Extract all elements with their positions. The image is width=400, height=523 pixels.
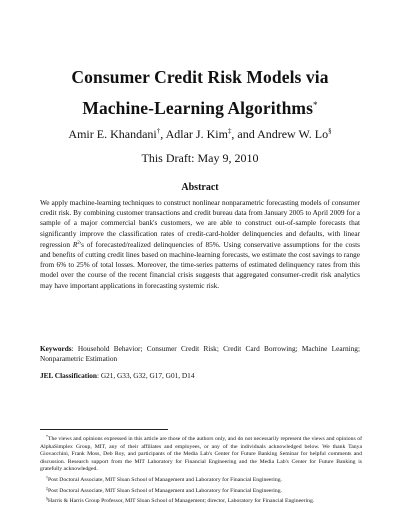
paper-title-line-2 xyxy=(40,94,360,119)
footnote-item xyxy=(40,474,362,485)
author-1: Amir E. Khandani xyxy=(68,127,157,141)
abstract-body xyxy=(40,198,360,291)
jel-classification xyxy=(40,371,360,381)
footnote-text: Harris & Harris Group Professor, MIT Sloan School of Management; director, Laboratory for Financial Engineering. xyxy=(48,498,315,505)
author-3: , and Andrew W. Lo xyxy=(231,127,329,141)
abstract-heading: Abstract xyxy=(181,182,219,193)
author-list xyxy=(20,127,380,142)
title-footnote-mark: * xyxy=(313,100,318,110)
footnote-mark: § xyxy=(46,496,48,502)
abstract-text-part-2: 's of forecasted/realized delinquencies of 85%. Using conservative assumptions for the costs and benefits of cutting credit lines based on machine-learning forecasts, we estimate the cost savings to range from 6% to 25% of total losses. Moreover, the time-series patterns of estimated delinquency rates from this model over the course of the recent financial crisis suggests that aggregated consumer-credit risk analytics may have important applications in forecasting systemic risk. xyxy=(40,239,360,290)
footnote-rule xyxy=(40,429,168,430)
author-2: , Adlar J. Kim xyxy=(160,127,228,141)
paper-title-line-1: Consumer Credit Risk Models via xyxy=(71,67,329,87)
keywords-text: : Household Behavior; Consumer Credit Risk; Credit Card Borrowing; Machine Learning; Nonparametric Estimation xyxy=(40,344,360,364)
keywords-paragraph xyxy=(40,344,360,364)
footnote-mark: * xyxy=(46,434,48,439)
author-3-mark: § xyxy=(328,127,332,135)
footnote-mark: ‡ xyxy=(46,485,48,491)
footnote-item xyxy=(40,433,362,474)
draft-date: This Draft: May 9, 2010 xyxy=(141,151,259,165)
author-1-mark: † xyxy=(156,127,161,135)
footnote-text: The views and opinions expressed in this article are those of the authors only, and do not necessarily represent the views and opinions of AlphaSimplex Group, MIT, any of their affiliates and employees, or any of the individuals acknowledged below. We thank Tanya Giovacchini, Frank Moss, Deb Roy, and participants of the Media Lab's Center for Future Banking Seminar for helpful comments and discussion. Research support from the MIT Laboratory for Financial Engineering and the Media Lab's Center for Future Banking is gratefully acknowledged. xyxy=(40,436,362,473)
footnote-item xyxy=(40,495,362,506)
abstract-text-part-1: We apply machine-learning techniques to construct nonlinear nonparametric forecasting models of consumer credit risk. By combining customer transactions and credit bureau data from January 2005 to April 2009 for a sample of a major commercial bank's customers, we are able to construct out-of-sample forecasts that significantly improve the classification rates of credit-card-holder delinquencies and defaults, with linear regression xyxy=(40,198,360,249)
jel-codes: : G21, G33, G32, G17, G01, D14 xyxy=(96,371,195,380)
jel-label: JEL Classification xyxy=(40,371,97,380)
footnote-text: Post Doctoral Associate, MIT Sloan School of Management and Laboratory for Financial Engineering. xyxy=(48,487,282,494)
r-squared-symbol: R xyxy=(72,239,78,249)
footnotes xyxy=(40,433,362,506)
footnote-item xyxy=(40,485,362,496)
footnote-mark: † xyxy=(46,474,48,480)
author-2-mark: ‡ xyxy=(227,127,232,135)
paper-title-line-2-text: Machine-Learning Algorithms xyxy=(82,98,314,118)
keywords-label: Keywords xyxy=(40,344,72,353)
footnote-text: Post Doctoral Associate, MIT Sloan School of Management and Laboratory for Financial Engineering. xyxy=(48,476,282,483)
r-squared-exponent: 2 xyxy=(77,240,80,246)
